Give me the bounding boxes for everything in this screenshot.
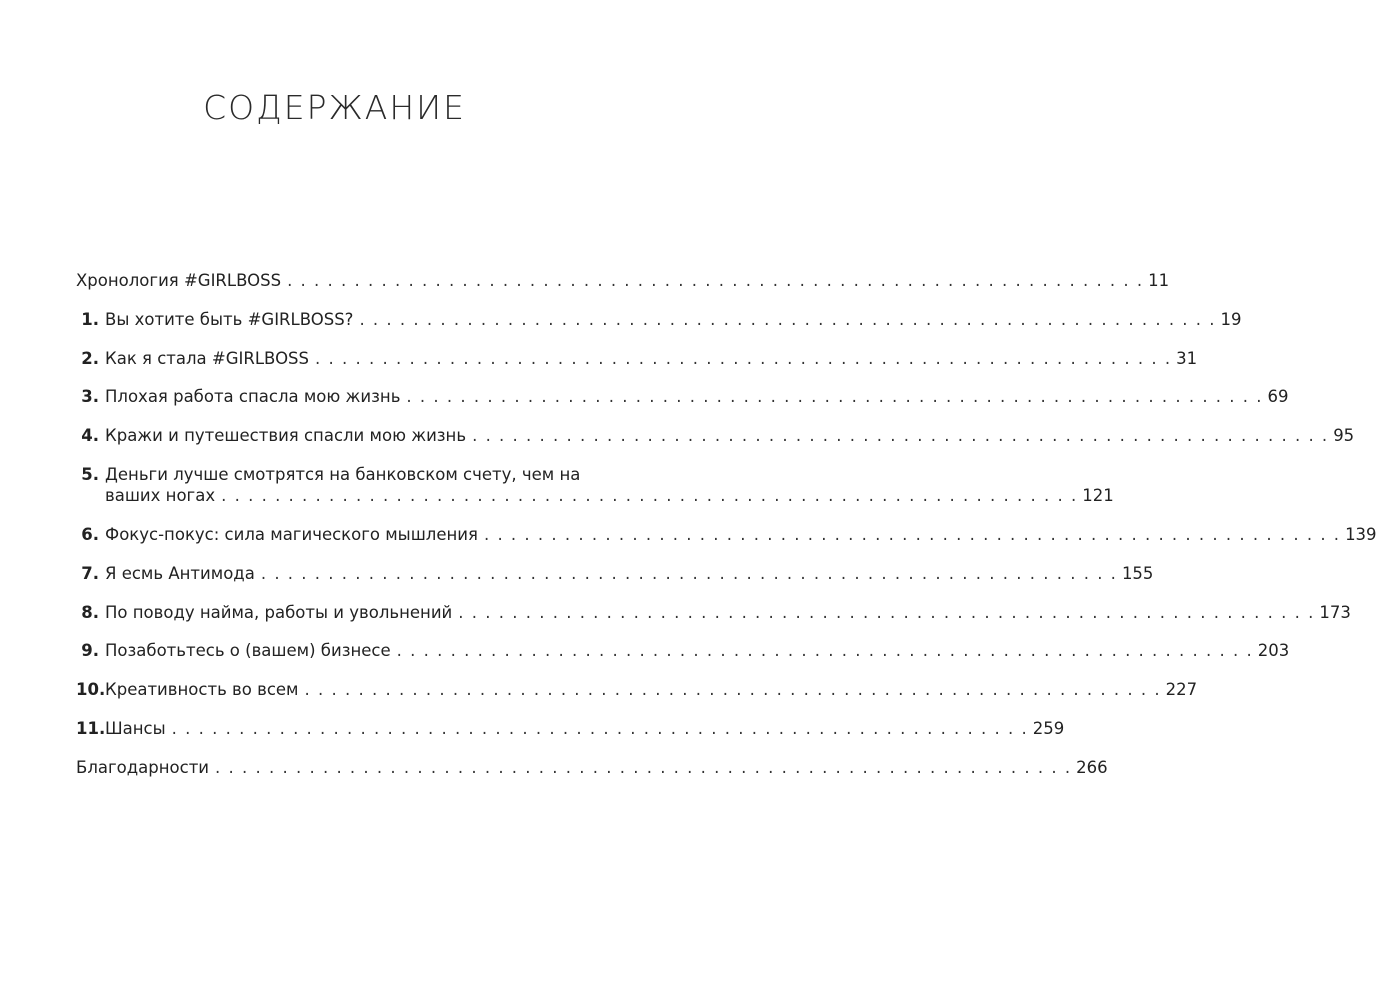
toc-entry-number: 1. bbox=[81, 309, 99, 329]
toc-entry-title: Плохая работа спасла мою жизнь bbox=[105, 387, 401, 407]
leader-dots bbox=[472, 425, 1327, 446]
toc-entry-page: 266 bbox=[1076, 757, 1108, 777]
toc-entry[interactable] bbox=[76, 640, 1290, 679]
toc-entry-page: 69 bbox=[1267, 387, 1289, 407]
toc-entry-title: Вы хотите быть #GIRLBOSS? bbox=[105, 309, 354, 329]
toc-entry-title: Кражи и путешествия спасли мою жизнь bbox=[105, 426, 467, 446]
leader-dots bbox=[359, 309, 1214, 330]
leader-dots bbox=[287, 270, 1142, 291]
toc-entry-title: Шансы bbox=[105, 718, 166, 738]
toc-entry-number: 6. bbox=[81, 524, 99, 544]
toc-entry-title: Деньги лучше смотрятся на банковском счету, чем на bbox=[105, 464, 581, 484]
toc-entry-number: 5. bbox=[81, 464, 99, 484]
toc-entry[interactable] bbox=[76, 757, 1108, 796]
toc-entry-number: 2. bbox=[81, 348, 99, 368]
toc-entry-title: Хронология #GIRLBOSS bbox=[76, 271, 282, 290]
leader-dots bbox=[315, 348, 1170, 369]
toc-entry-page: 227 bbox=[1165, 680, 1198, 700]
toc-entry-title: Позаботьтесь о (вашем) бизнесе bbox=[105, 641, 391, 661]
toc-entry-number: 8. bbox=[81, 602, 99, 622]
toc-entry-number: 4. bbox=[81, 426, 99, 446]
toc-entry-number: 10. bbox=[76, 680, 106, 700]
leader-dots bbox=[172, 718, 1027, 739]
toc-entry-title: Благодарности bbox=[76, 757, 210, 777]
toc-entry[interactable] bbox=[76, 464, 1114, 524]
toc-entry[interactable] bbox=[76, 602, 1351, 641]
toc-entry-page: 31 bbox=[1176, 348, 1198, 368]
leader-dots bbox=[215, 757, 1070, 778]
toc-entry[interactable] bbox=[76, 425, 1355, 464]
toc-entry-page: 139 bbox=[1345, 524, 1377, 544]
toc-entry[interactable] bbox=[76, 679, 1198, 718]
toc-entry-title: Я есмь Антимода bbox=[105, 563, 255, 583]
toc-entry-page: 95 bbox=[1333, 426, 1355, 446]
toc-entry-title: По поводу найма, работы и увольнений bbox=[105, 602, 453, 622]
toc-entry-number: 7. bbox=[81, 563, 99, 583]
toc-entry[interactable] bbox=[76, 563, 1154, 602]
leader-dots bbox=[305, 679, 1160, 700]
toc-entry-number: 3. bbox=[81, 387, 99, 407]
toc-entry-page: 19 bbox=[1220, 309, 1242, 329]
leader-dots bbox=[484, 524, 1339, 545]
leader-dots bbox=[261, 563, 1116, 584]
toc-entry-page: 155 bbox=[1121, 563, 1154, 583]
toc-entry[interactable] bbox=[76, 270, 1170, 309]
toc-entry-page: 259 bbox=[1032, 718, 1065, 738]
leader-dots bbox=[221, 485, 1076, 506]
toc-entry-number: 11. bbox=[76, 718, 106, 738]
page-title: СОДЕРЖАНИЕ bbox=[203, 88, 466, 127]
toc-entry[interactable] bbox=[76, 524, 1377, 563]
leader-dots bbox=[397, 640, 1252, 661]
toc-entry-title: Как я стала #GIRLBOSS bbox=[105, 348, 310, 368]
toc-entry[interactable] bbox=[76, 718, 1065, 757]
toc-entry-number: 9. bbox=[81, 641, 99, 661]
toc-entry-page: 11 bbox=[1148, 271, 1170, 290]
toc-entry-title-continued: ваших ногах bbox=[105, 485, 216, 505]
toc-entry-title: Фокус-покус: сила магического мышления bbox=[105, 524, 478, 544]
leader-dots bbox=[406, 386, 1261, 407]
toc-entry-title: Креативность во всем bbox=[105, 680, 299, 700]
toc-entry[interactable] bbox=[76, 348, 1198, 387]
toc-entry-page: 121 bbox=[1082, 485, 1114, 505]
toc-entry-page: 203 bbox=[1257, 641, 1290, 661]
table-of-contents bbox=[76, 270, 1377, 796]
toc-entry-page: 173 bbox=[1319, 602, 1351, 622]
toc-entry[interactable] bbox=[76, 386, 1289, 425]
toc-entry[interactable] bbox=[76, 309, 1242, 348]
leader-dots bbox=[458, 602, 1313, 623]
